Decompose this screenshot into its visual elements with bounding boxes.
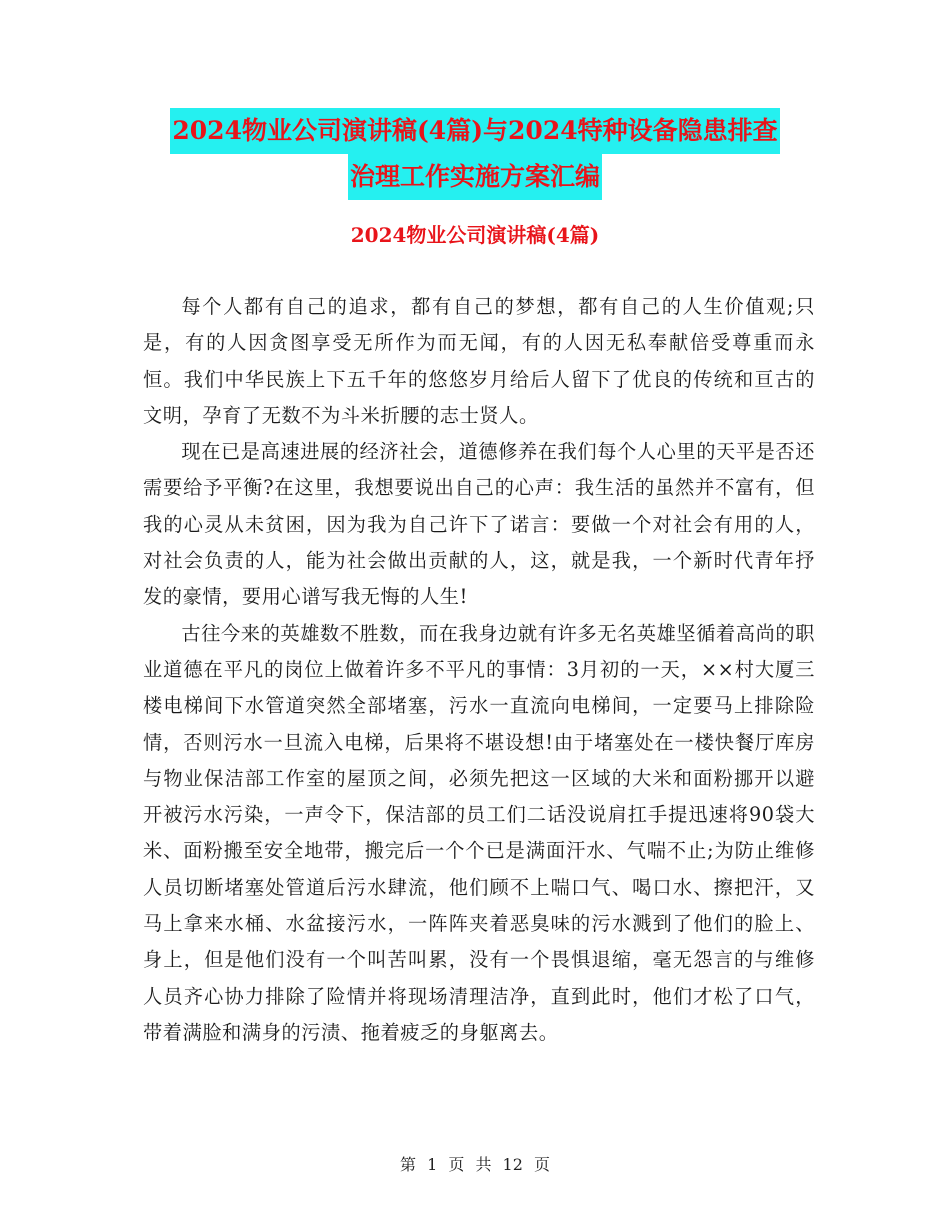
paragraph: 现在已是高速进展的经济社会，道德修养在我们每个人心里的天平是否还需要给予平衡?在这里，我想要说出自己的心声：我生活的虽然并不富有，但我的心灵从未贫困，因为我为自己许下了诺言：要做一个对社会有用的人，对社会负责的人，能为社会做出贡献的人，这，就是我，一个新时代青年抒发的豪情，要用心谱写我无悔的人生! bbox=[143, 440, 815, 609]
document-title bbox=[0, 108, 950, 200]
body-text bbox=[143, 289, 815, 1051]
document-title-line-2: 治理工作实施方案汇编 bbox=[348, 154, 602, 200]
page-footer: 第 1 页 共 12 页 bbox=[400, 1155, 550, 1174]
paragraph: 每个人都有自己的追求，都有自己的梦想，都有自己的人生价值观;只是，有的人因贪图享受无所作为而无闻，有的人因无私奉献倍受尊重而永恒。我们中华民族上下五千年的悠悠岁月给后人留下了优良的传统和亘古的文明，孕育了无数不为斗米折腰的志士贤人。 bbox=[143, 295, 815, 427]
section-title: 2024物业公司演讲稿(4篇) bbox=[350, 223, 600, 247]
paragraph: 古往今来的英雄数不胜数，而在我身边就有许多无名英雄坚循着高尚的职业道德在平凡的岗位上做着许多不平凡的事情：3月初的一天，××村大厦三楼电梯间下水管道突然全部堵塞，污水一直流向电梯间，一定要马上排除险情，否则污水一旦流入电梯，后果将不堪设想!由于堵塞处在一楼快餐厅库房与物业保洁部工作室的屋顶之间，必须先把这一区域的大米和面粉挪开以避开被污水污染，一声令下，保洁部的员工们二话没说肩扛手提迅速将90袋大米、面粉搬至安全地带，搬完后一个个已是满面汗水、气喘不止;为防止维修人员切断堵塞处管道后污水肆流，他们顾不上喘口气、喝口水、擦把汗，又马上拿来水桶、水盆接污水，一阵阵夹着恶臭味的污水溅到了他们的脸上、身上，但是他们没有一个叫苦叫累，没有一个畏惧退缩，毫无怨言的与维修人员齐心协力排除了险情并将现场清理洁净，直到此时，他们才松了口气，带着满脸和满身的污渍、拖着疲乏的身躯离去。 bbox=[143, 621, 815, 1044]
document-title-line-1: 2024物业公司演讲稿(4篇)与2024特种设备隐患排查 bbox=[170, 108, 779, 154]
